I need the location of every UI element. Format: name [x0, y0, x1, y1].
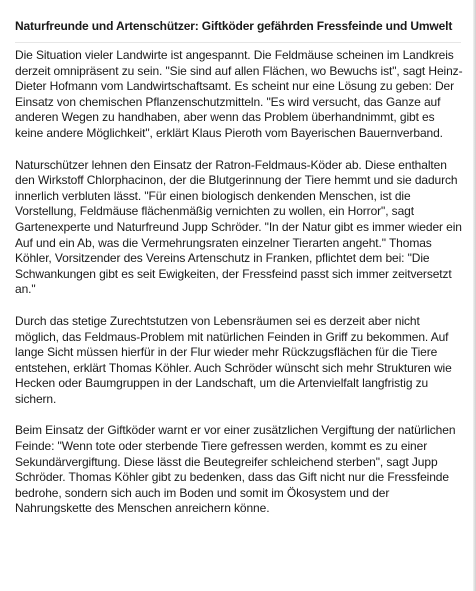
article [15, 18, 463, 533]
article-paragraph-4: Beim Einsatz der Giftköder warnt er vor einer zusätzlichen Vergiftung der natürlichen Feinde: "Wenn tote oder sterbende Tiere gefressen werden, kommt es zu einer Sekundärvergiftung. Diese lässt die Beutegreifer schleichend sterben", sagt Jupp Schröder. Thomas Köhler gibt zu bedenken, dass das Gift nicht nur die Fressfeinde bedrohe, sondern sich auch im Boden und somit im Ökosystem und der Nahrungskette des Menschen anreichern könne. [15, 423, 456, 516]
article-paragraph-2: Naturschützer lehnen den Einsatz der Ratron-Feldmaus-Köder ab. Diese enthalten den Wirkstoff Chlorphacinon, der die Blutgerinnung der Tiere hemmt und sie dadurch innerlich verbluten lässt. "Für einen biologisch denkenden Menschen, ist die Vorstellung, Feldmäuse flächenmäßig vernichten zu wollen, ein Horror", sagt Gartenexperte und Naturfreund Jupp Schröder. "In der Natur gibt es immer wieder ein Auf und ein Ab, was die Vermehrungsraten einzelner Tierarten angeht." Thomas Köhler, Vorsitzender des Vereins Artenschutz in Franken, pflichtet dem bei: "Die Schwankungen gibt es seit Ewigkeiten, der Fressfeind passt sich immer zeitversetzt an." [15, 157, 462, 297]
article-paragraph-3: Durch das stetige Zurechtstutzen von Lebensräumen sei es derzeit aber nicht möglich, das Feldmaus-Problem mit natürlichen Feinden in Griff zu bekommen. Auf lange Sicht müssen hierfür in der Flur wieder mehr Rückzugsflächen für die Tiere entstehen, erklärt Thomas Köhler. Auch Schröder wünscht sich mehr Strukturen wie Hecken oder Baumgruppen in der Landschaft, um die Artenvielfalt langfristig zu sichern. [15, 313, 452, 406]
article-paragraph-1: Die Situation vieler Landwirte ist angespannt. Die Feldmäuse scheinen im Landkreis derzeit omnipräsent zu sein. "Sie sind auf allen Flächen, wo Bewuchs ist", sagt Heinz-Dieter Hofmann vom Landwirtschaftsamt. Es scheint nur eine Lösung zu geben: Der Einsatz von chemischen Pflanzenschutzmitteln. "Es wird versucht, das Ganze auf anderen Wegen zu handhaben, aber wenn das Problem überhandnimmt, gibt es keine andere Möglichkeit", erklärt Klaus Pieroth vom Bayerischen Bauernverband. [15, 48, 463, 140]
article-headline: Naturfreunde und Artenschützer: Giftköder gefährden Fressfeinde und Umwelt [15, 19, 453, 33]
